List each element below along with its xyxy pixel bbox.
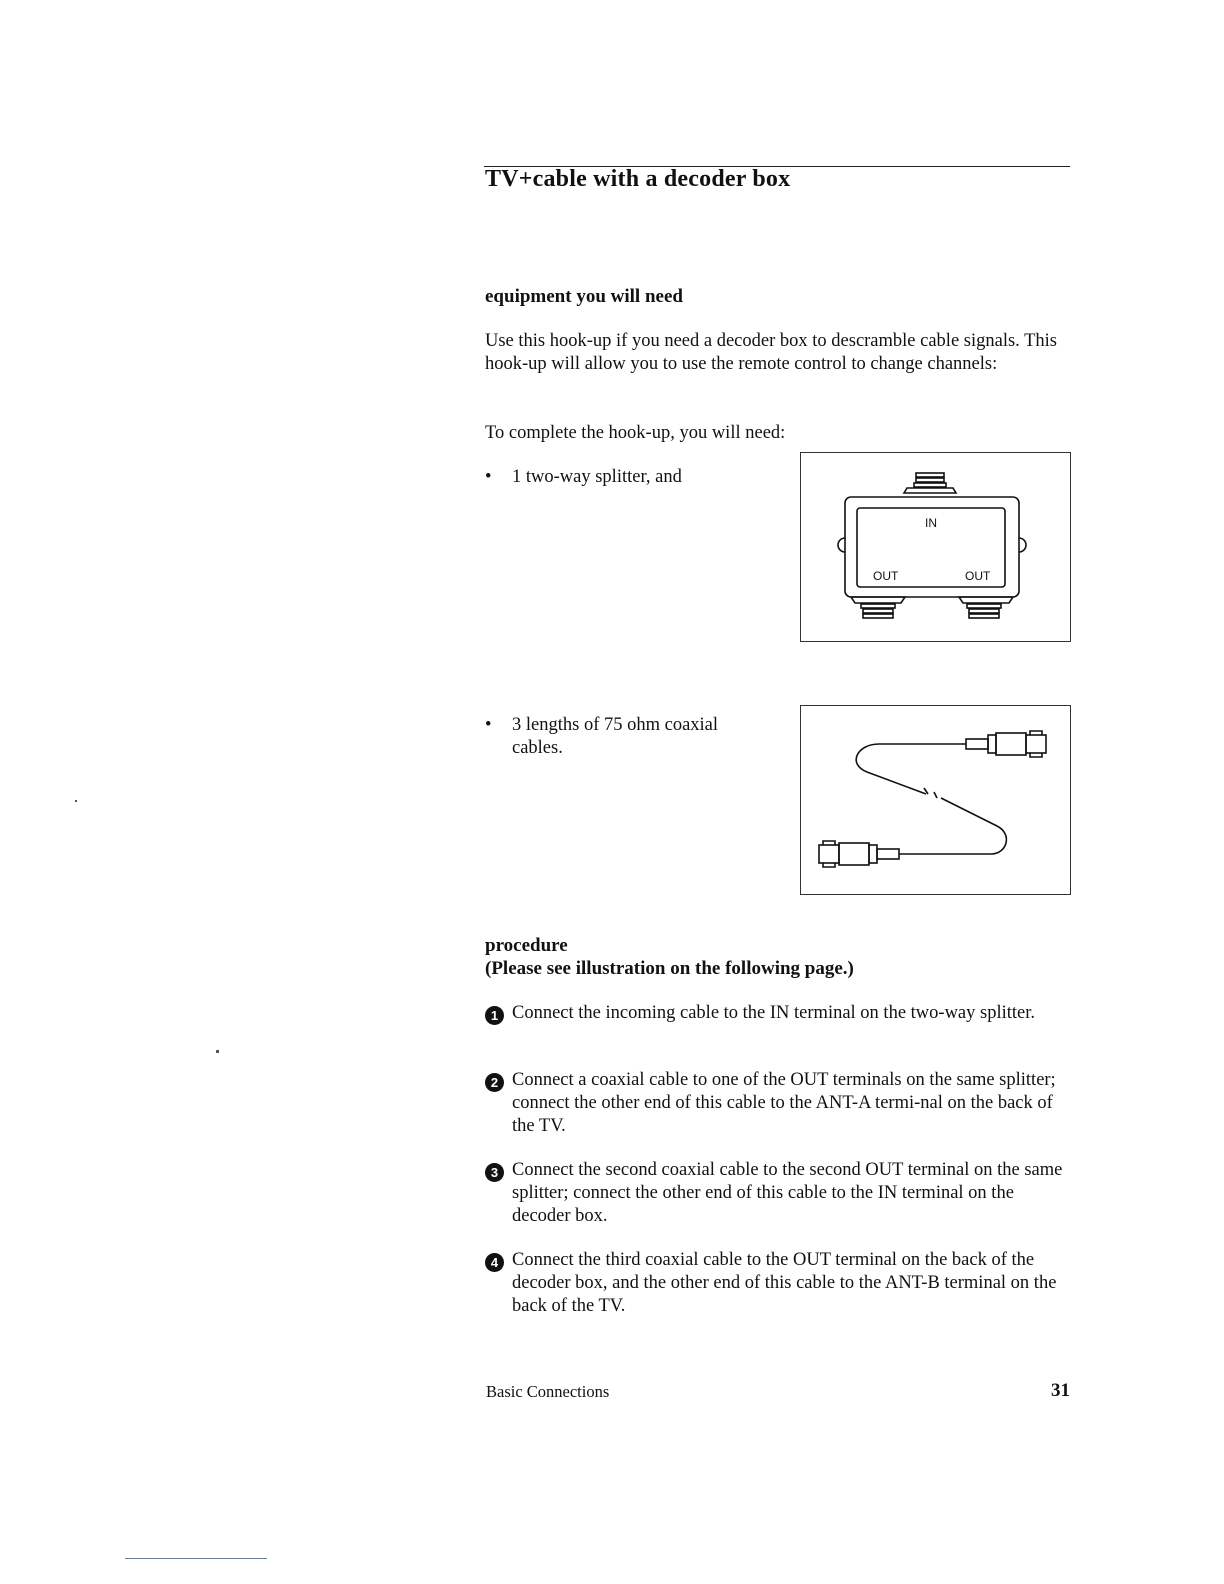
two-way-splitter-icon xyxy=(801,453,1070,641)
splitter-out-left-label: OUT xyxy=(873,569,899,583)
scan-speck xyxy=(75,800,77,802)
step-text: Connect the third coaxial cable to the OUT terminal on the back of the decoder box, and the other end of this cable to the ANT-B terminal on the back of the TV. xyxy=(512,1250,1057,1316)
coaxial-cable-icon xyxy=(801,706,1070,894)
equipment-item-text: 3 lengths of 75 ohm coaxial cables. xyxy=(512,715,719,758)
scan-edge-line xyxy=(125,1558,267,1559)
step-text: Connect the second coaxial cable to the second OUT terminal on the same splitter; connect the other end of this cable to the IN terminal on the decoder box. xyxy=(512,1160,1063,1226)
page-title: TV+cable with a decoder box xyxy=(485,166,791,192)
procedure-heading: procedure xyxy=(485,935,568,956)
scan-speck xyxy=(216,1050,219,1053)
step-number-badge: 4 xyxy=(485,1253,504,1272)
bullet-mark: • xyxy=(485,715,492,735)
page-number: 31 xyxy=(1051,1380,1070,1401)
step-number-badge: 2 xyxy=(485,1073,504,1092)
step-number-badge: 1 xyxy=(485,1006,504,1025)
procedure-subheading: (Please see illustration on the following page.) xyxy=(485,958,854,979)
equipment-heading: equipment you will need xyxy=(485,286,683,307)
coax-cable-illustration xyxy=(800,705,1071,895)
splitter-out-right-label: OUT xyxy=(965,569,991,583)
equipment-lead: To complete the hook-up, you will need: xyxy=(485,423,786,443)
step-text: Connect a coaxial cable to one of the OUT terminals on the same splitter; connect the other end of this cable to the ANT-A termi-nal on the back of the TV. xyxy=(512,1070,1056,1136)
splitter-illustration xyxy=(800,452,1071,642)
equipment-item-text: 1 two-way splitter, and xyxy=(512,467,682,487)
footer-section-title: Basic Connections xyxy=(486,1382,610,1401)
splitter-in-label: IN xyxy=(925,516,937,530)
step-text: Connect the incoming cable to the IN terminal on the two-way splitter. xyxy=(512,1003,1036,1023)
bullet-mark: • xyxy=(485,467,492,487)
step-number-badge: 3 xyxy=(485,1163,504,1182)
equipment-intro: Use this hook-up if you need a decoder box to descramble cable signals. This hook-up will allow you to use the remote control to change channels: xyxy=(485,331,1057,374)
